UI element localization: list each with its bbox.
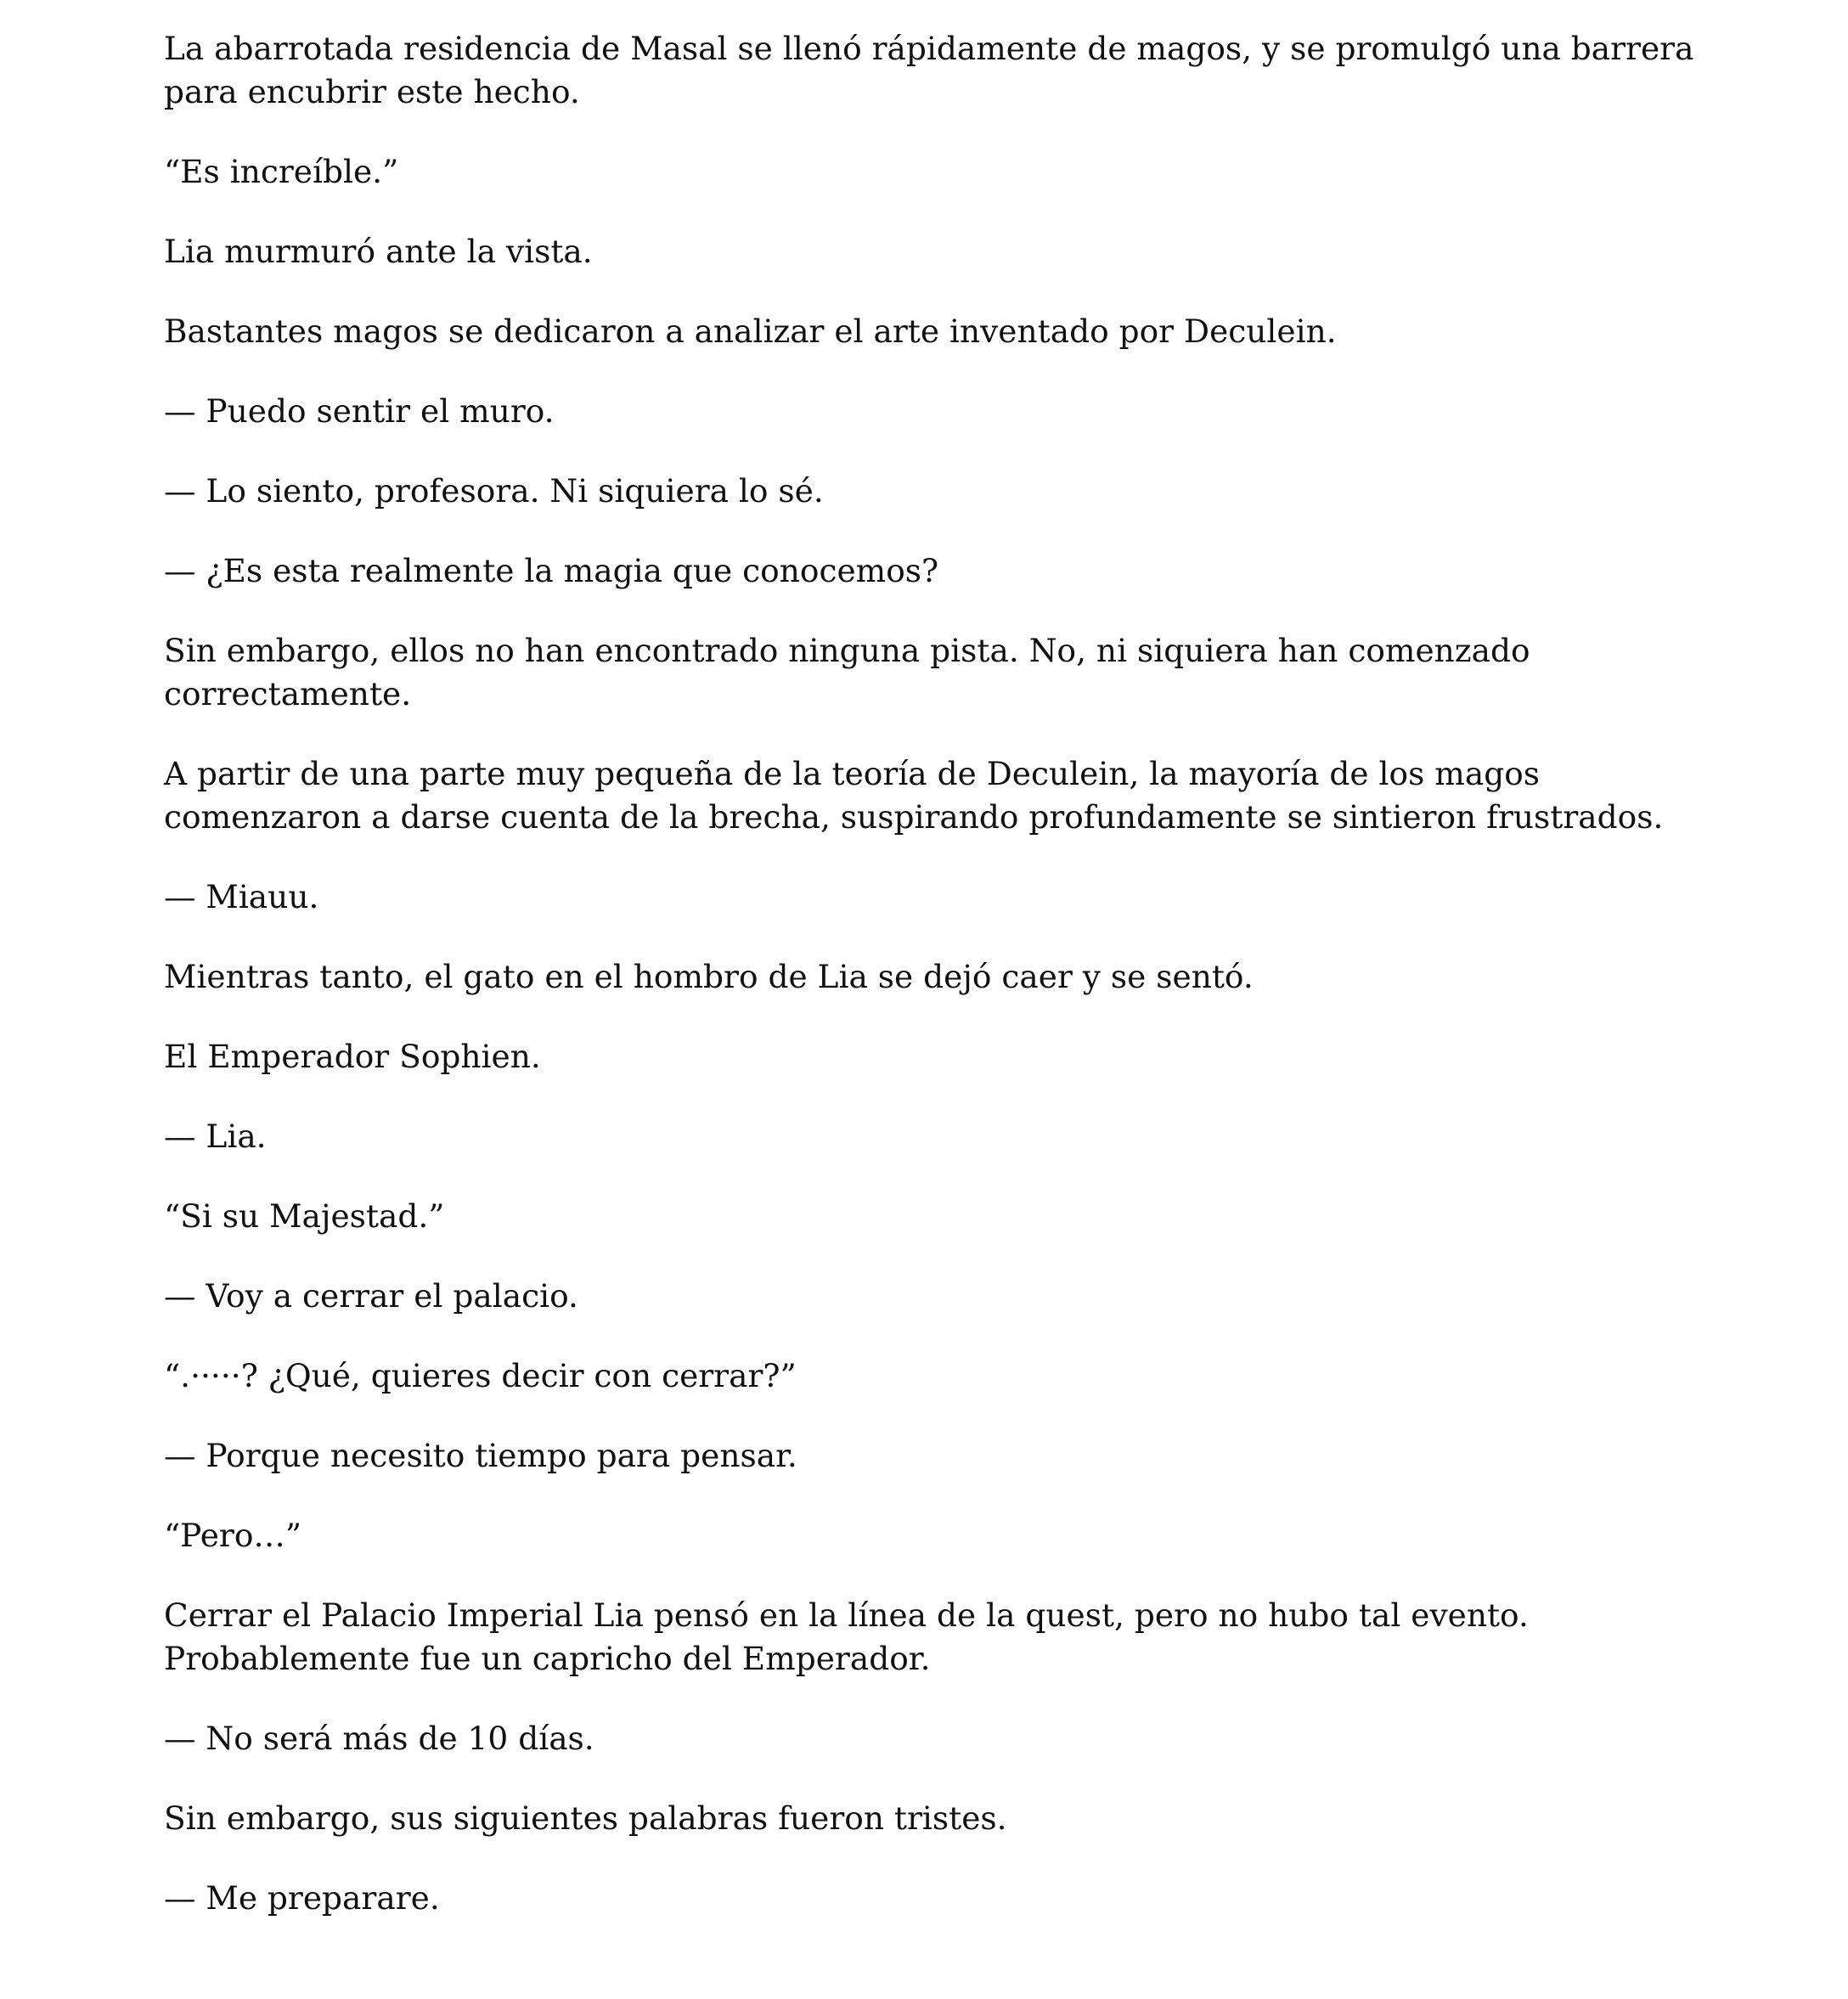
paragraph: Bastantes magos se dedicaron a analizar el arte inventado por Deculein. [164, 313, 1337, 350]
paragraph: — No será más de 10 días. [164, 1720, 594, 1757]
paragraph: — Miauu. [164, 878, 319, 915]
paragraph: “.·····? ¿Qué, quieres decir con cerrar?” [164, 1357, 797, 1394]
paragraph: A partir de una parte muy pequeña de la teoría de Deculein, la mayoría de los magos comenzaron a darse cuenta de la brecha, suspirando profundamente se sintieron frustrados. [164, 755, 1664, 836]
paragraph: “Es increíble.” [164, 153, 399, 190]
paragraph: Mientras tanto, el gato en el hombro de Lia se dejó caer y se sentó. [164, 958, 1254, 995]
paragraph: Sin embargo, sus siguientes palabras fueron tristes. [164, 1799, 1007, 1837]
paragraph: “Pero…” [164, 1517, 302, 1554]
paragraph: — Lo siento, profesora. Ni siquiera lo sé. [164, 472, 824, 510]
document-page [164, 27, 1718, 1957]
paragraph: Cerrar el Palacio Imperial Lia pensó en la línea de la quest, pero no hubo tal evento. Probablemente fue un capricho del Emperador. [164, 1596, 1529, 1677]
paragraph: — ¿Es esta realmente la magia que conocemos? [164, 552, 939, 589]
paragraph: — Voy a cerrar el palacio. [164, 1277, 578, 1315]
paragraph: “Si su Majestad.” [164, 1197, 445, 1235]
paragraph: Sin embargo, ellos no han encontrado ninguna pista. No, ni siquiera han comenzado correctamente. [164, 632, 1530, 712]
paragraph: — Puedo sentir el muro. [164, 392, 555, 430]
paragraph: Lia murmuró ante la vista. [164, 233, 593, 270]
paragraph: — Me preparare. [164, 1879, 440, 1917]
paragraph: El Emperador Sophien. [164, 1038, 541, 1075]
paragraph: — Lia. [164, 1118, 267, 1155]
paragraph: La abarrotada residencia de Masal se llenó rápidamente de magos, y se promulgó una barrera para encubrir este hecho. [164, 30, 1694, 110]
paragraph: — Porque necesito tiempo para pensar. [164, 1437, 797, 1474]
